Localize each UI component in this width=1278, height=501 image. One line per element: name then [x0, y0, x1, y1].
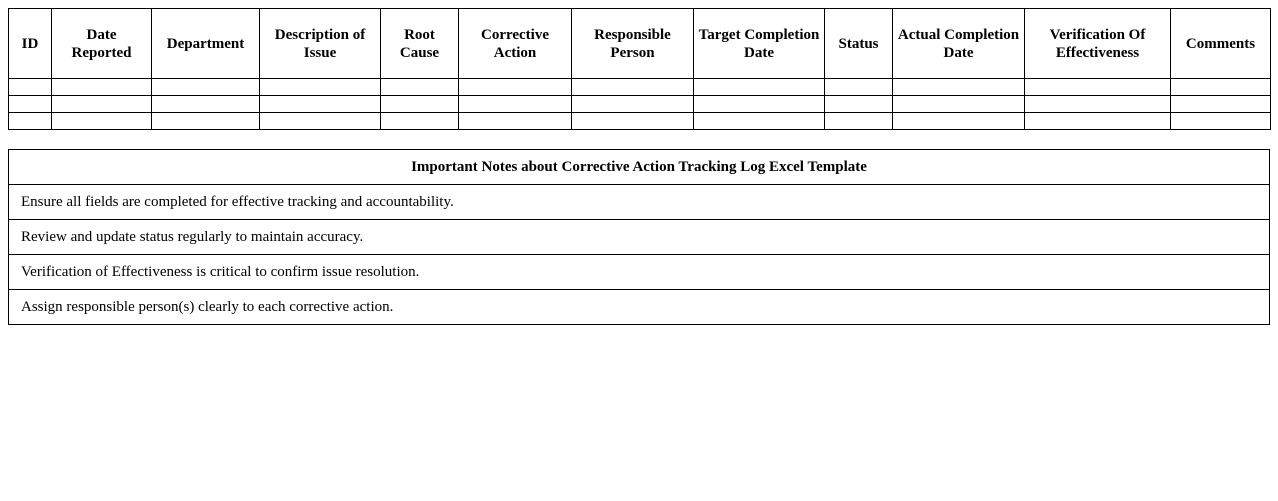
table-cell[interactable] [260, 79, 381, 96]
note-text: Review and update status regularly to maintain accuracy. [9, 220, 1270, 255]
table-cell[interactable] [459, 113, 572, 130]
table-cell[interactable] [1171, 96, 1271, 113]
header-verification-of-effectiveness: Verification Of Effectiveness [1025, 9, 1171, 79]
table-cell[interactable] [694, 79, 825, 96]
table-cell[interactable] [572, 113, 694, 130]
table-cell[interactable] [893, 113, 1025, 130]
table-cell[interactable] [1025, 96, 1171, 113]
note-text: Assign responsible person(s) clearly to each corrective action. [9, 290, 1270, 325]
table-row [9, 79, 1271, 96]
header-description-of-issue: Description of Issue [260, 9, 381, 79]
table-cell[interactable] [825, 96, 893, 113]
header-department: Department [152, 9, 260, 79]
table-cell[interactable] [893, 79, 1025, 96]
table-cell[interactable] [152, 113, 260, 130]
table-cell[interactable] [694, 96, 825, 113]
table-cell[interactable] [52, 96, 152, 113]
note-text: Ensure all fields are completed for effective tracking and accountability. [9, 185, 1270, 220]
table-cell[interactable] [1171, 79, 1271, 96]
important-notes-table [8, 149, 1270, 325]
table-row [9, 113, 1271, 130]
header-root-cause: Root Cause [381, 9, 459, 79]
header-actual-completion-date: Actual Completion Date [893, 9, 1025, 79]
table-cell[interactable] [152, 79, 260, 96]
table-cell[interactable] [825, 113, 893, 130]
header-corrective-action: Corrective Action [459, 9, 572, 79]
log-header-row [9, 9, 1271, 79]
table-cell[interactable] [152, 96, 260, 113]
note-text: Verification of Effectiveness is critical to confirm issue resolution. [9, 255, 1270, 290]
table-cell[interactable] [694, 113, 825, 130]
table-cell[interactable] [52, 113, 152, 130]
header-target-completion-date: Target Completion Date [694, 9, 825, 79]
table-cell[interactable] [381, 79, 459, 96]
table-cell[interactable] [1025, 113, 1171, 130]
table-cell[interactable] [572, 96, 694, 113]
table-cell[interactable] [459, 79, 572, 96]
table-cell[interactable] [381, 96, 459, 113]
note-row [9, 220, 1270, 255]
table-cell[interactable] [381, 113, 459, 130]
table-cell[interactable] [893, 96, 1025, 113]
table-cell[interactable] [1171, 113, 1271, 130]
table-cell[interactable] [9, 96, 52, 113]
corrective-action-log-table [8, 8, 1271, 130]
table-cell[interactable] [260, 96, 381, 113]
header-date-reported: Date Reported [52, 9, 152, 79]
header-id: ID [9, 9, 52, 79]
note-row [9, 290, 1270, 325]
table-cell[interactable] [9, 79, 52, 96]
note-row [9, 185, 1270, 220]
notes-title: Important Notes about Corrective Action Tracking Log Excel Template [9, 150, 1270, 185]
table-cell[interactable] [260, 113, 381, 130]
table-cell[interactable] [572, 79, 694, 96]
table-cell[interactable] [1025, 79, 1171, 96]
table-cell[interactable] [825, 79, 893, 96]
table-cell[interactable] [52, 79, 152, 96]
header-status: Status [825, 9, 893, 79]
notes-header-row [9, 150, 1270, 185]
header-comments: Comments [1171, 9, 1271, 79]
table-row [9, 96, 1271, 113]
header-responsible-person: Responsible Person [572, 9, 694, 79]
table-cell[interactable] [9, 113, 52, 130]
table-cell[interactable] [459, 96, 572, 113]
note-row [9, 255, 1270, 290]
